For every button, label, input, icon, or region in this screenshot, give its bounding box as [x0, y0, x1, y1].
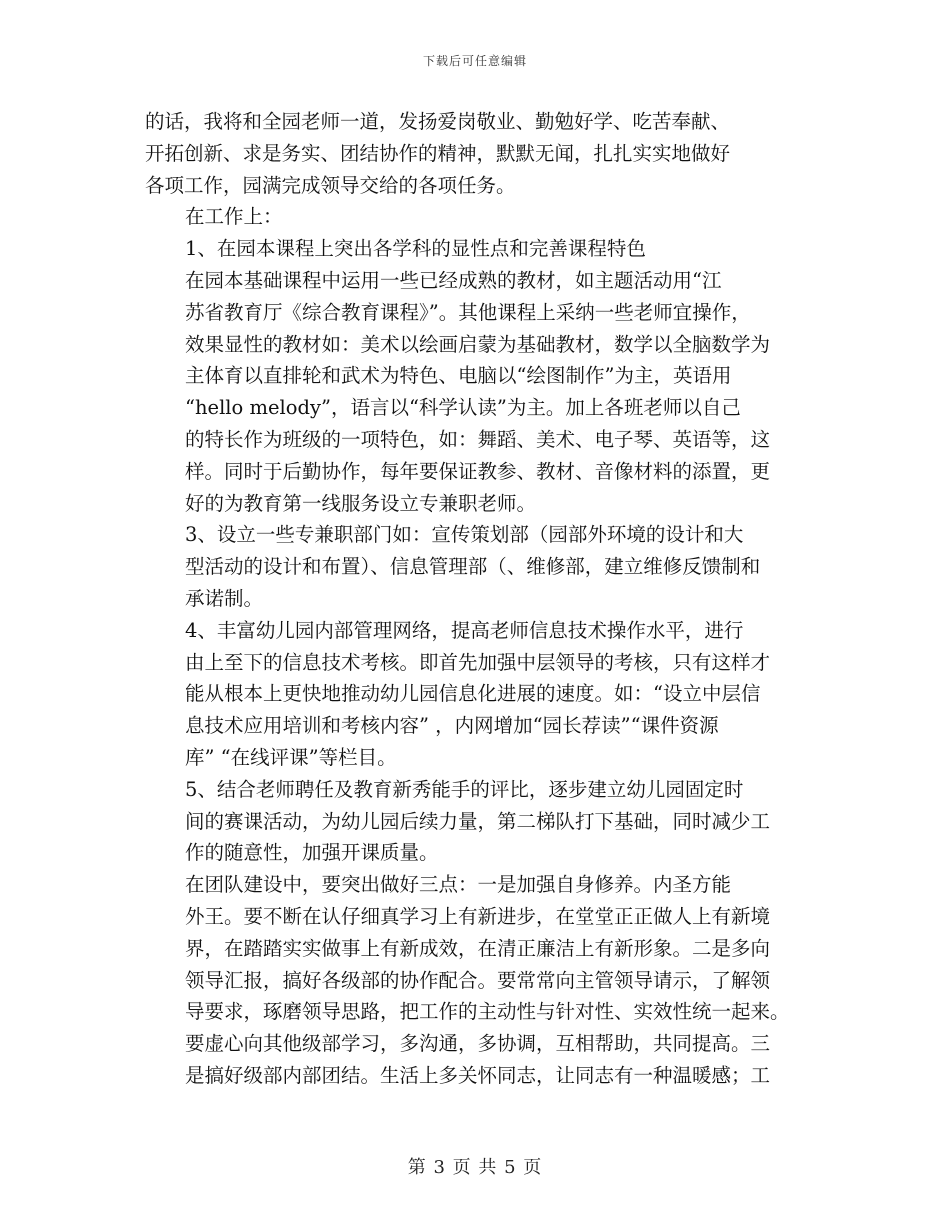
text-line: 承诺制。	[185, 586, 264, 610]
text-line: 效果显性的教材如：美术以绘画启蒙为基础教材，数学以全脑数学为	[185, 332, 771, 356]
text-line: 外王。要不断在认仔细真学习上有新进步，在堂堂正正做人上有新境	[185, 904, 771, 928]
text-line: 能从根本上更快地推动幼儿园信息化进展的速度。如：“设立中层信	[185, 682, 761, 706]
document-body	[145, 106, 805, 1092]
text-line: 4、丰富幼儿园内部管理网络，提高老师信息技术操作水平，进行	[185, 618, 744, 642]
text-line: 导要求，琢磨领导思路，把工作的主动性与针对性、实效性统一起来。	[185, 1000, 790, 1024]
paragraph	[145, 106, 805, 201]
text-line: 领导汇报，搞好各级部的协作配合。要常常向主管领导请示，了解领	[185, 968, 771, 992]
text-line: 作的随意性，加强开课质量。	[185, 841, 439, 865]
text-line: 各项工作，园满完成领导交给的各项任务。	[145, 173, 516, 197]
paragraph	[145, 774, 805, 869]
text-line: 开拓创新、求是务实、团结协作的精神，默默无闻，扎扎实实地做好	[145, 141, 731, 165]
paragraph	[145, 869, 805, 1092]
text-line: 3、设立一些专兼职部门如：宣传策划部（园部外环境的设计和大	[185, 523, 744, 547]
text-line: 要虚心向其他级部学习，多沟通，多协调，互相帮助，共同提高。三	[185, 1032, 771, 1056]
text-line: 在工作上：	[185, 205, 283, 229]
text-line: 型活动的设计和布置）、信息管理部（、维修部，建立维修反馈制和	[185, 555, 761, 579]
paragraph	[145, 201, 805, 233]
paragraph	[145, 519, 805, 614]
page-number: 第 3 页 共 5 页	[407, 1157, 543, 1178]
text-line: 的话，我将和全园老师一道，发扬爱岗敬业、勤勉好学、吃苦奉献、	[145, 110, 731, 133]
text-line: 息技术应用培训和考核内容” ，内网增加“园长荐读”“课件资源	[185, 714, 719, 738]
text-line: 是搞好级部内部团结。生活上多关怀同志，让同志有一种温暖感；工	[185, 1063, 771, 1087]
text-line: 苏省教育厅《综合教育课程》”。其他课程上采纳一些老师宜操作，	[185, 300, 751, 324]
text-line: 界，在踏踏实实做事上有新成效，在清正廉洁上有新形象。二是多向	[185, 936, 771, 960]
text-line: 5、结合老师聘任及教育新秀能手的评比，逐步建立幼儿园固定时	[185, 777, 744, 801]
text-line: 在园本基础课程中运用一些已经成熟的教材，如主题活动用“江	[185, 268, 722, 292]
paragraph	[145, 265, 805, 519]
text-line: 1、在园本课程上突出各学科的显性点和完善课程特色	[185, 237, 646, 261]
text-line: 在团队建设中，要突出做好三点：一是加强自身修养。内圣方能	[185, 873, 732, 897]
text-line: 间的赛课活动，为幼儿园后续力量，第二梯队打下基础，同时减少工	[185, 809, 771, 833]
text-line: 的特长作为班级的一项特色，如：舞蹈、美术、电子琴、英语等，这	[185, 427, 771, 451]
paragraph	[145, 233, 805, 265]
page-header: 下载后可任意编辑	[422, 54, 527, 68]
text-line: “hello melody”，语言以“科学认读”为主。加上各班老师以自己	[185, 396, 741, 420]
text-line: 主体育以直排轮和武术为特色、电脑以“绘图制作”为主，英语用	[185, 364, 732, 388]
text-line: 由上至下的信息技术考核。即首先加强中层领导的考核，只有这样才	[185, 650, 771, 674]
paragraph	[145, 615, 805, 774]
text-line: 样。同时于后勤协作，每年要保证教参、教材、音像材料的添置，更	[185, 459, 771, 483]
text-line: 好的为教育第一线服务设立专兼职老师。	[185, 491, 537, 515]
text-line: 库” “在线评课”等栏目。	[185, 745, 397, 769]
